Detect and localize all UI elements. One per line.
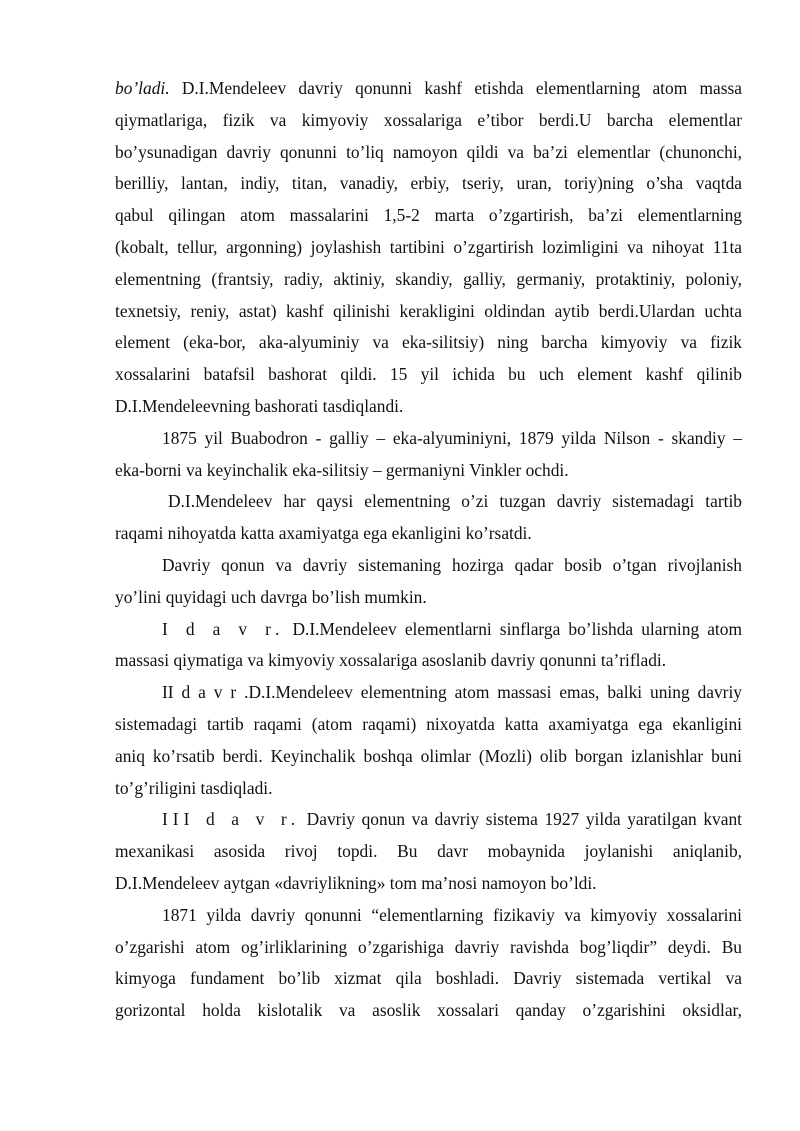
paragraph-1: bo’ladi. D.I.Mendeleev davriy qonunni kashf etishda elementlarning atom massa qiymatlariga, fizik va kimyoviy xossalariga e’tibor berdi.U barcha elementlar bo’ysunadigan davriy qonunni to’liq namoyon qildi va ba’zi elementlar (chunonchi, berilliy, lantan, indiy, titan, vanadiy, erbiy, tseriy, uran, toriy)ning o’sha vaqtda qabul qilingan atom massalarini 1,5-2 marta o’zgartirish, ba’zi elementlarning (kobalt, tellur, argonning) joylashish tartibini o’zgartirish lozimligini va nihoyat 11ta elementning (frantsiy, radiy, aktiniy, skandiy, galliy, germaniy, protaktiniy, poloniy, texnetsiy, reniy, astat) kashf qilinishi kerakligini oldindan aytib berdi.Ulardan uchta element (eka-bor, aka-alyuminiy va eka-silitsiy) ning barcha kimyoviy va fizik xossalarini batafsil bashorat qildi. 15 yil ichida bu uch element kashf qilinib D.I.Mendeleevning bashorati tasdiqlandi. <box>115 78 742 416</box>
body-text <box>115 73 742 1027</box>
paragraph-7: III d a v r. Davriy qonun va davriy sistema 1927 yilda yaratilgan kvant mexanikasi asosida rivoj topdi. Bu davr mobaynida joylanishi aniqlanib, D.I.Mendeleev aytgan «davriylikning» tom ma’nosi namoyon bo’ldi. <box>115 809 742 893</box>
paragraph-6: II d a v r .D.I.Mendeleev elementning atom massasi emas, balki uning davriy sistemadagi tartib raqami (atom raqami) nixoyatda katta axamiyatga ega ekanligini aniq ko’rsatib berdi. Keyinchalik boshqa olimlar (Mozli) olib borgan izlanishlar buni to’g’riligini tasdiqladi. <box>115 682 743 798</box>
period-heading-2: II d a v r <box>162 682 237 703</box>
paragraph-5: I d a v r. D.I.Mendeleev elementlarni sinflarga bo’lishda ularning atom massasi qiymatiga va kimyoviy xossalariga asoslanib davriy qonunni ta’rifladi. <box>115 618 742 671</box>
italic-lead: bo’ladi. <box>115 78 170 98</box>
paragraph-4: Davriy qonun va davriy sistemaning hozirga qadar bosib o’tgan rivojlanish yo’lini quyidagi uch davrga bo’lish mumkin. <box>115 554 742 607</box>
period-heading-1: I d a v r. <box>162 618 285 639</box>
paragraph-2: 1875 yil Buabodron - galliy – eka-alyuminiyni, 1879 yilda Nilson - skandiy – eka-borni va keyinchalik eka-silitsiy – germaniyni Vinkler ochdi. <box>115 427 742 480</box>
paragraph-3: D.I.Mendeleev har qaysi elementning o’zi tuzgan davriy sistemadagi tartib raqami nihoyatda katta axamiyatga ega ekanligini ko’rsatdi. <box>115 491 742 544</box>
paragraph-8: 1871 yilda davriy qonunni “elementlarning fizikaviy va kimyoviy xossalarini o’zgarishi atom og’irliklarining o’zgarishiga davriy ravishda bog’liqdir” deydi. Bu kimyoga fundament bo’lib xizmat qila boshladi. Davriy sistemada vertikal va gorizontal holda kislotalik va asoslik xossalari qanday o’zgarishini oksidlar, <box>115 904 742 1021</box>
period-heading-3: III d a v r. <box>162 809 301 830</box>
